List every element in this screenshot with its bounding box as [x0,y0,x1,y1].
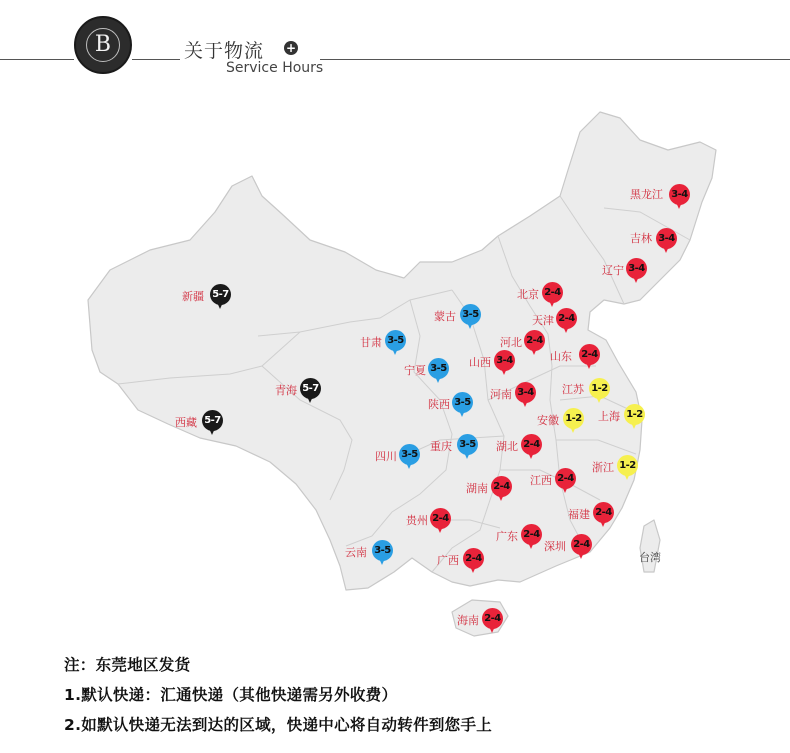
note-origin: 注：东莞地区发货 [64,656,191,674]
delivery-days-value: 3-4 [494,350,515,371]
region-label: 湖北 [496,440,518,453]
delivery-days-pin [555,468,576,496]
delivery-days-value: 2-4 [463,548,484,569]
brand-logo-letter: B [94,32,112,57]
region-label: 广西 [437,554,459,567]
region-label: 四川 [375,450,397,463]
note-default-courier: 1.默认快递：汇通快递（其他快递需另外收费） [64,686,398,704]
delivery-days-pin [482,608,503,636]
delivery-days-value: 3-5 [460,304,481,325]
region-label: 宁夏 [404,364,426,377]
delivery-days-value: 3-5 [385,330,406,351]
section-subtitle: Service Hours [226,60,324,76]
plus-icon: + [285,41,297,55]
region-label: 湖南 [466,482,488,495]
region-label: 蒙古 [434,310,456,323]
region-label: 西藏 [175,416,197,429]
delivery-days-value: 3-5 [428,358,449,379]
delivery-days-pin [460,304,481,332]
delivery-days-value: 2-4 [555,468,576,489]
delivery-days-value: 3-5 [452,392,473,413]
delivery-days-pin [428,358,449,386]
region-label: 福建 [568,508,590,521]
delivery-days-value: 3-4 [669,184,690,205]
delivery-days-value: 2-4 [579,344,600,365]
region-label: 甘肃 [360,336,382,349]
delivery-days-pin [521,524,542,552]
delivery-days-pin [571,534,592,562]
delivery-days-value: 3-4 [656,228,677,249]
delivery-days-pin [494,350,515,378]
delivery-days-value: 2-4 [521,434,542,455]
taiwan-label: 台湾 [639,551,661,564]
delivery-days-pin [521,434,542,462]
region-label: 北京 [517,288,539,301]
delivery-days-value: 3-5 [372,540,393,561]
delivery-days-pin [385,330,406,358]
region-label: 海南 [457,614,479,627]
delivery-days-pin [210,284,231,312]
region-label: 新疆 [182,290,204,303]
delivery-days-pin [399,444,420,472]
delivery-days-pin [430,508,451,536]
delivery-days-value: 2-4 [593,502,614,523]
delivery-days-pin [589,378,610,406]
delivery-days-value: 2-4 [542,282,563,303]
delivery-days-pin [542,282,563,310]
delivery-days-value: 1-2 [624,404,645,425]
delivery-days-pin [515,382,536,410]
delivery-days-pin [452,392,473,420]
delivery-days-pin [579,344,600,372]
delivery-days-value: 3-4 [515,382,536,403]
region-label: 青海 [275,384,297,397]
shipping-notes [64,650,492,740]
delivery-days-value: 2-4 [521,524,542,545]
delivery-days-pin [624,404,645,432]
note-transfer: 2.如默认快递无法到达的区域，快递中心将自动转件到您手上 [64,716,493,734]
region-label: 重庆 [430,440,452,453]
region-label: 河南 [490,388,512,401]
region-label: 辽宁 [602,264,624,277]
delivery-days-value: 3-5 [457,434,478,455]
region-label: 浙江 [592,461,614,474]
delivery-days-pin [463,548,484,576]
region-label: 上海 [598,410,620,423]
delivery-days-pin [556,308,577,336]
delivery-days-value: 2-4 [482,608,503,629]
delivery-days-value: 3-4 [626,258,647,279]
region-label: 广东 [496,530,518,543]
delivery-days-value: 5-7 [210,284,231,305]
delivery-days-pin [491,476,512,504]
delivery-days-value: 3-5 [399,444,420,465]
delivery-days-value: 2-4 [571,534,592,555]
delivery-days-pin [202,410,223,438]
region-label: 江苏 [562,383,584,396]
delivery-days-value: 1-2 [589,378,610,399]
region-label: 深圳 [544,540,566,553]
region-label: 山西 [469,356,491,369]
delivery-days-pin [372,540,393,568]
delivery-days-value: 5-7 [300,378,321,399]
delivery-days-pin [300,378,321,406]
delivery-days-pin [617,455,638,483]
delivery-days-pin [457,434,478,462]
delivery-days-value: 1-2 [563,408,584,429]
delivery-days-value: 2-4 [556,308,577,329]
delivery-days-value: 5-7 [202,410,223,431]
region-label: 江西 [530,474,552,487]
delivery-days-pin [524,330,545,358]
delivery-days-pin [669,184,690,212]
region-label: 山东 [550,350,572,363]
region-label: 云南 [345,546,367,559]
region-label: 陕西 [428,398,450,411]
section-title: 关于物流 [184,40,265,62]
delivery-days-value: 2-4 [524,330,545,351]
delivery-days-pin [656,228,677,256]
region-label: 安徽 [537,414,559,427]
delivery-days-value: 1-2 [617,455,638,476]
region-label: 吉林 [630,232,652,245]
region-label: 黑龙江 [630,188,663,201]
region-label: 贵州 [406,514,428,527]
region-label: 河北 [500,336,522,349]
delivery-days-pin [563,408,584,436]
region-label: 天津 [532,314,554,327]
delivery-days-value: 2-4 [491,476,512,497]
delivery-days-pin [626,258,647,286]
delivery-days-value: 2-4 [430,508,451,529]
delivery-days-pin [593,502,614,530]
